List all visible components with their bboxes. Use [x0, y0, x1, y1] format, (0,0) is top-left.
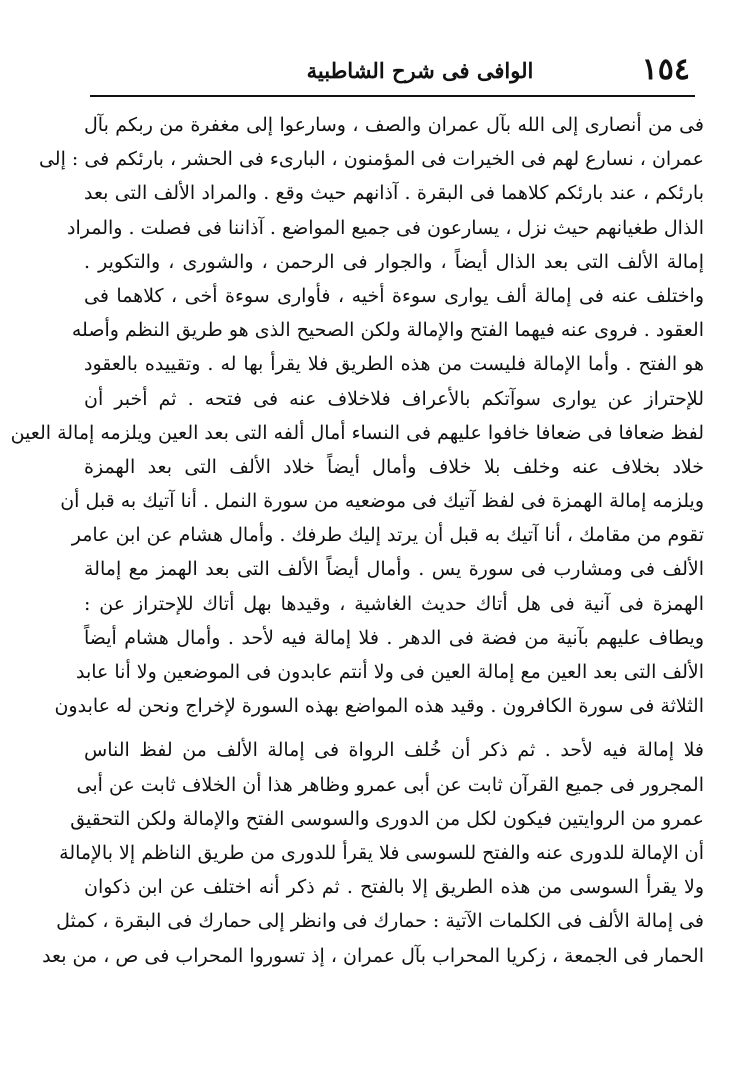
text-line: الذال طغيانهم حيث نزل ، يسارعون فى جميع المواضع . آذاننا فى فصلت . والمراد [66, 216, 704, 239]
text-line: أن الإمالة للدورى عنه والفتح للسوسى فلا يقرأ للدورى من طريق الناظم إلا بالإمالة [59, 841, 704, 864]
text-line: عمرو من الروايتين فيكون لكل من الدورى والسوسى الفتح والإمالة ولكن التحقيق [70, 807, 704, 830]
text-line: ويلزمه إمالة الهمزة فى لفظ آتيك فى موضعيه من سورة النمل . أنا آتيك به قبل أن [60, 490, 704, 513]
text-line: الهمزة فى آنية فى هل أتاك حديث الغاشية ، وقيدها بهل أتاك للإحتراز عن : [84, 592, 704, 615]
text-line: المجرور فى جميع القرآن ثابت عن أبى عمرو وظاهر هذا أن الخلاف ثابت عن أبى [76, 773, 704, 796]
page-header [90, 52, 690, 92]
text-line: واختلف عنه فى إمالة ألف يوارى سوءة أخيه ، فأوارى سوءة أخى ، كلاهما فى [84, 284, 704, 307]
text-line: فى إمالة الألف فى الكلمات الآتية : حمارك فى وانظر إلى حمارك فى البقرة ، كمثل [56, 910, 704, 933]
text-line: لفظ ضعافا فى ضعافا خافوا عليهم فى النساء أمال ألفه التى بعد العين ويلزمه إمالة العين [10, 421, 704, 444]
text-line: خلاد بخلاف عنه وخلف بلا خلاف وأمال أيضاً خلاد الألف التى بعد الهمزة [84, 455, 704, 478]
text-line: تقوم من مقامك ، أنا آتيك به قبل أن يرتد إليك طرفك . وأمال هشام عن ابن عامر [71, 524, 704, 547]
page-number: ١٥٤ [641, 52, 690, 87]
text-line: عمران ، نسارع لهم فى الخيرات فى المؤمنون ، البارىء فى الحشر ، بارئكم فى : إلى [38, 148, 704, 171]
text-line: فلا إمالة فيه لأحد . ثم ذكر أن خُلف الرواة فى إمالة الألف من لفظ الناس [84, 739, 704, 762]
text-line: إمالة الألف التى بعد الذال أيضاً ، والجوار فى الرحمن ، والشورى ، والتكوير . [84, 250, 704, 273]
text-line: الألف فى ومشارب فى سورة يس . وأمال أيضاً الألف التى بعد الهمز مع إمالة [84, 558, 704, 581]
running-title: الوافى فى شرح الشاطبية [306, 58, 534, 83]
text-line: بارئكم ، عند بارئكم كلاهما فى البقرة . آذانهم حيث وقع . والمراد الألف التى بعد [84, 182, 704, 205]
text-line: ولا يقرأ السوسى من هذه الطريق إلا بالفتح . ثم ذكر أنه اختلف عن ابن ذكوان [84, 876, 704, 899]
text-line: للإحتراز عن يوارى سوآتكم بالأعراف فلاخلاف عنه فى فتحه . ثم أخبر أن [84, 387, 704, 410]
text-line: الألف التى بعد العين مع إمالة العين فى ولا أنتم عابدون فى الموضعين ولا أنا عابد [75, 661, 704, 683]
text-line: العقود . فروى عنه فيهما الفتح والإمالة ولكن الصحيح الذى هو طريق النظم وأصله [71, 319, 704, 342]
header-rule [90, 95, 695, 97]
text-line: الثلاثة فى سورة الكافرون . وقيد هذه المواضع بهذه السورة لإخراج ونحن له عابدون [54, 695, 704, 718]
text-line: فى من أنصارى إلى الله بآل عمران والصف ، وسارعوا إلى مغفرة من ربكم بآل [84, 114, 704, 136]
text-line: الحمار فى الجمعة ، زكريا المحراب بآل عمران ، إذ تسوروا المحراب فى ص ، من بعد [42, 944, 704, 967]
text-line: ويطاف عليهم بآنية من فضة فى الدهر . فلا إمالة فيه لأحد . وأمال هشام أيضاً [84, 626, 704, 649]
text-line: هو الفتح . وأما الإمالة فليست من هذه الطريق فلا يقرأ بها له . وتقييده بالعقود [84, 353, 704, 376]
body-text [10, 108, 704, 973]
